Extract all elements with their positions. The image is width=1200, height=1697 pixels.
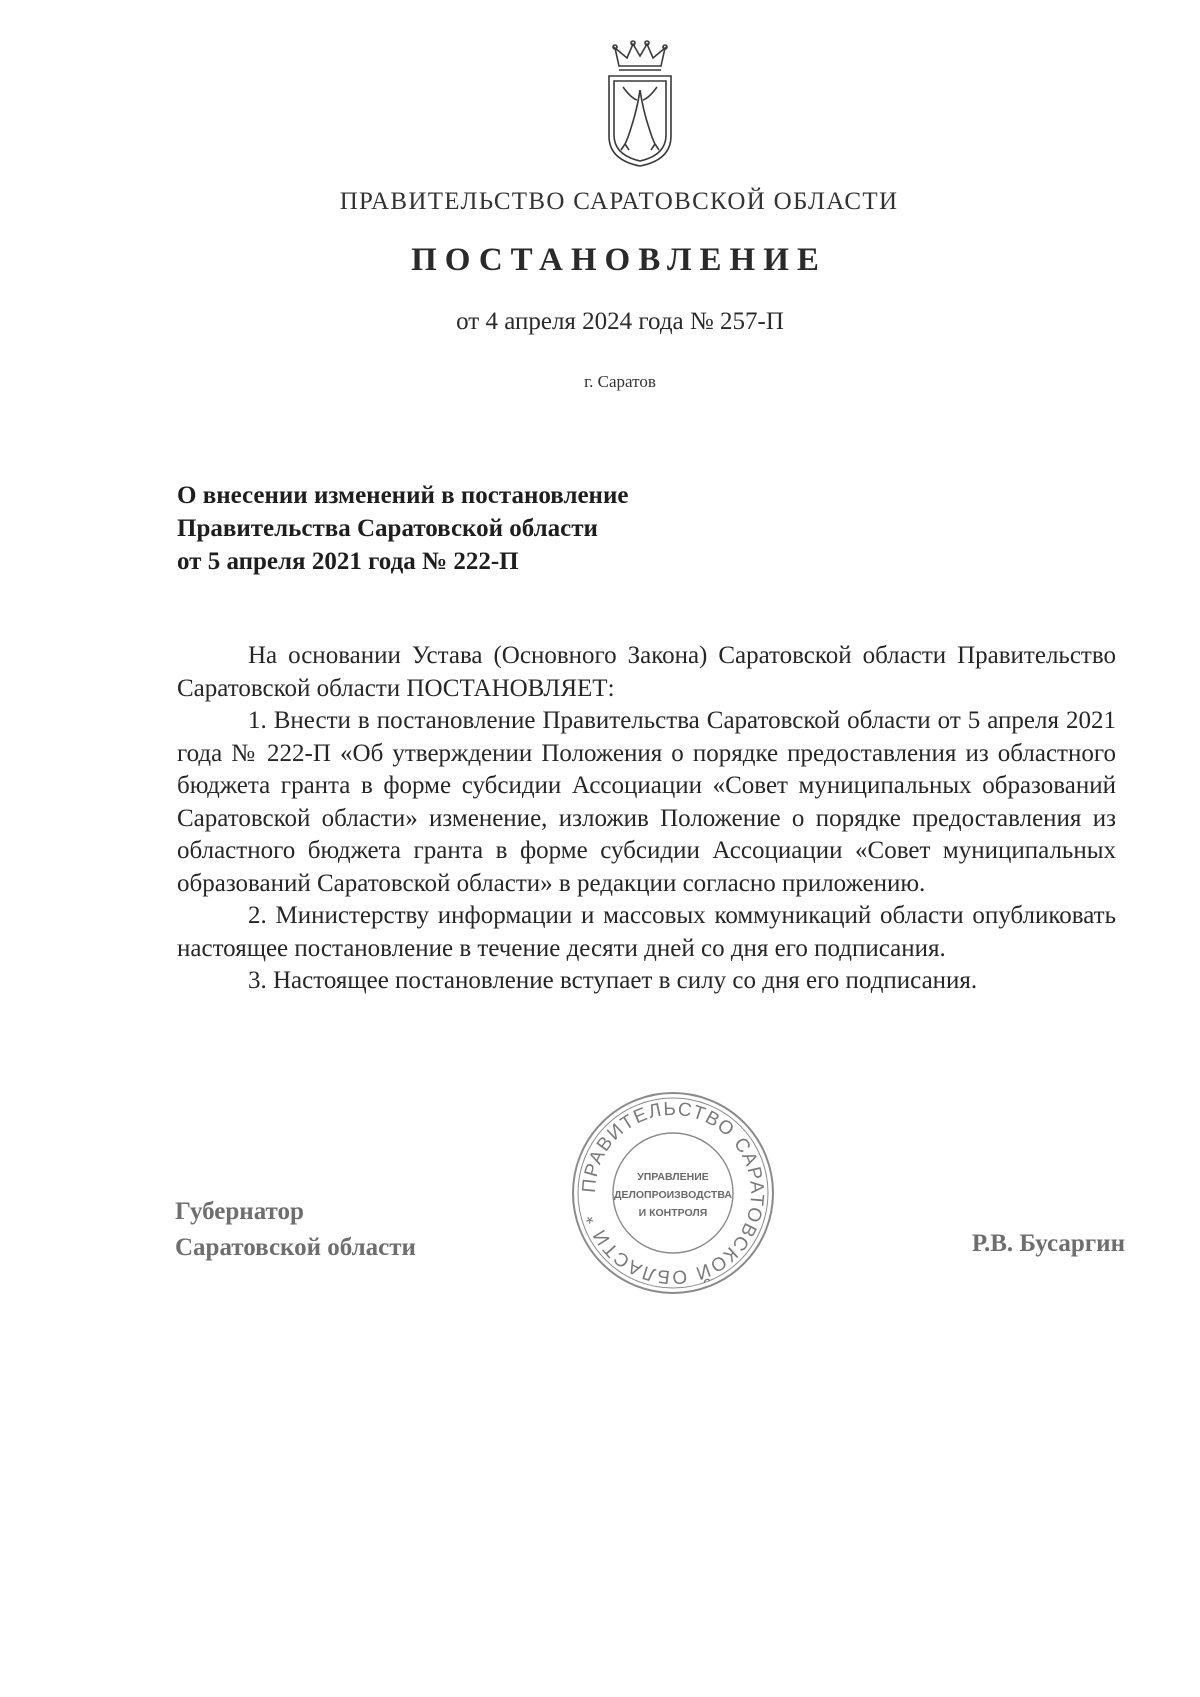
body-paragraph: На основании Устава (Основного Закона) Саратовской области Правительство Саратовской области ПОСТАНОВЛЯЕТ: — [177, 642, 1116, 702]
document-body — [177, 640, 1116, 998]
signatory-position-line: Губернатор — [175, 1198, 304, 1225]
body-paragraph: 1. Внести в постановление Правительства Саратовской области от 5 апреля 2021 года № 222-П «Об утверждении Положения о порядке предоставления из областного бюджета гранта в форме субсидии Ассоциации «Совет муниципальных образований Саратовской области» изменение, изложив Положение о порядке предоставления из областного бюджета гранта в форме субсидии Ассоциации «Совет муниципальных образований Саратовской области» в редакции согласно приложению. — [177, 707, 1116, 897]
title-line: Правительства Саратовской области — [177, 515, 598, 542]
title-line: от 5 апреля 2021 года № 222-П — [177, 548, 519, 575]
body-paragraph: 2. Министерству информации и массовых коммуникаций области опубликовать настоящее постановление в течение десяти дней со дня его подписания. — [177, 902, 1116, 962]
document-title — [177, 479, 777, 578]
official-seal — [568, 1088, 778, 1298]
signatory-position — [175, 1194, 495, 1266]
document-type: ПОСТАНОВЛЕНИЕ — [411, 242, 827, 278]
seal-inner-line: УПРАВЛЕНИЕ — [637, 1171, 709, 1183]
body-paragraph: 3. Настоящее постановление вступает в силу со дня его подписания. — [248, 967, 978, 994]
government-name: ПРАВИТЕЛЬСТВО САРАТОВСКОЙ ОБЛАСТИ — [339, 188, 899, 215]
seal-inner-line: ДЕЛОПРОИЗВОДСТВА — [614, 1189, 732, 1201]
saratov-coat-of-arms-icon — [597, 40, 683, 170]
document-date-number: от 4 апреля 2024 года № 257-П — [456, 308, 784, 335]
seal-outer-text: ПРАВИТЕЛЬСТВО САРАТОВСКОЙ ОБЛАСТИ * — [578, 1098, 768, 1288]
document-place: г. Саратов — [584, 372, 656, 391]
signatory-name: Р.В. Бусаргин — [971, 1230, 1125, 1257]
seal-inner-line: И КОНТРОЛЯ — [638, 1207, 708, 1219]
signatory-position-line: Саратовской области — [175, 1234, 416, 1261]
title-line: О внесении изменений в постановление — [177, 482, 629, 509]
